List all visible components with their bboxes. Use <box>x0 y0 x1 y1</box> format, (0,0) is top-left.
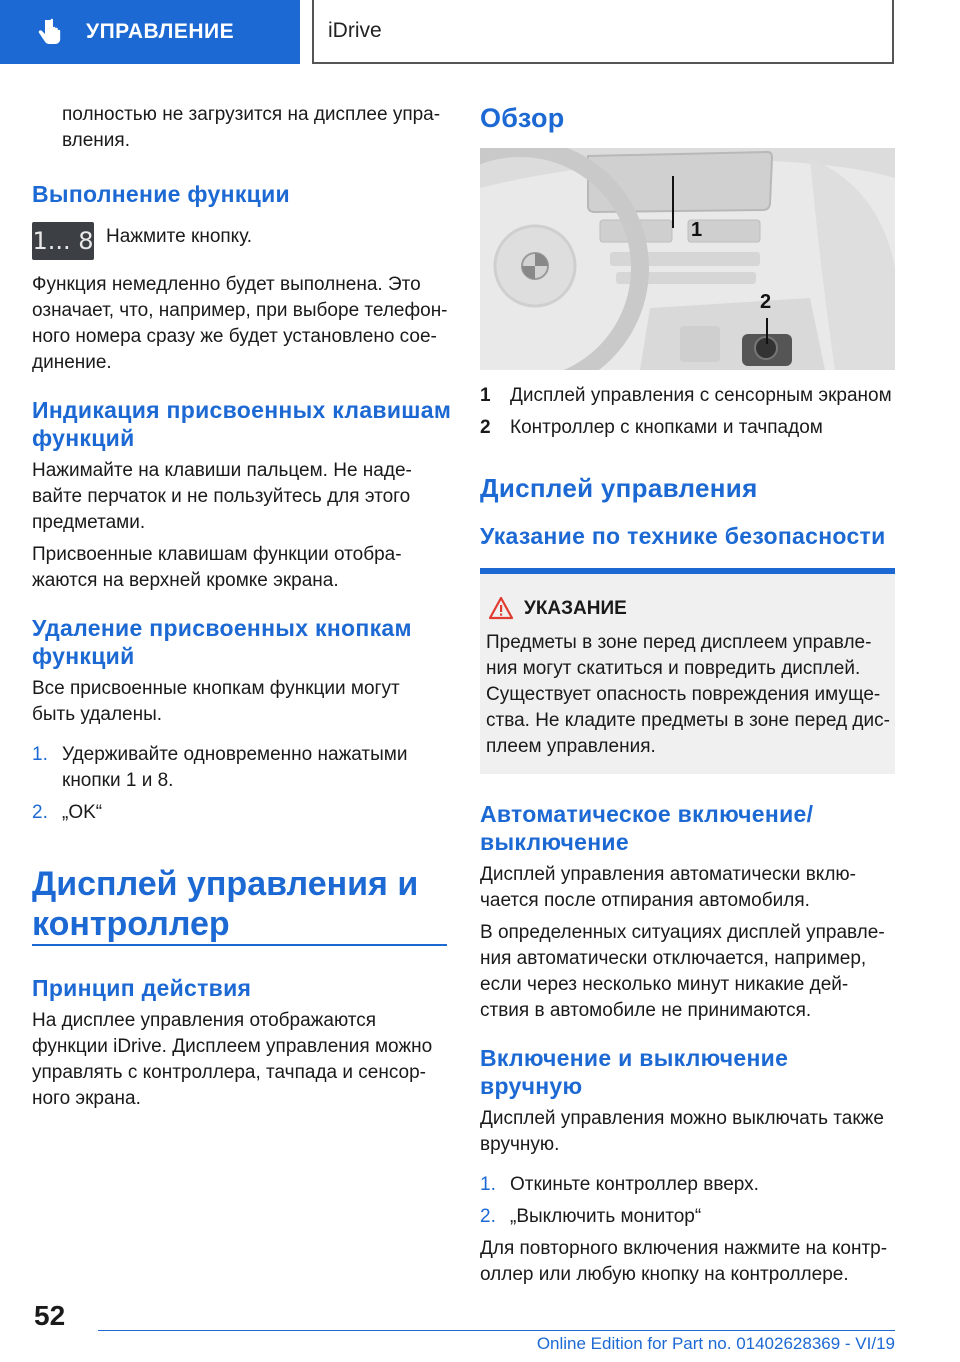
chapter-heading: Дисплей управления и контроллер <box>32 865 419 943</box>
auto-paragraph-2: В определенных ситуациях дисплей управле- ния автоматически отключается, например, если через несколько минут никакие дей- ствия в автомобиле не принимаются. <box>480 922 885 1021</box>
cockpit-illustration <box>480 148 895 370</box>
favorite-keys-icon: 1... 8 <box>32 222 94 260</box>
callout-2: 2 <box>760 291 772 313</box>
chapter-divider <box>32 944 447 946</box>
final-paragraph: Для повторного включения нажмите на контр- оллер или любую кнопку на контроллере. <box>480 1238 888 1285</box>
callout-1: 1 <box>691 219 703 241</box>
delete-paragraph: Все присвоенные кнопкам функции могут быть удалены. <box>32 678 400 725</box>
manual-paragraph: Дисплей управления можно выключать также вручную. <box>480 1108 884 1155</box>
list-item: 2. „OK“ <box>32 802 103 823</box>
press-button-text: Нажмите кнопку. <box>106 226 253 247</box>
heading-delete-keys: Удаление присвоенных кнопкам функций <box>32 615 412 669</box>
exec-paragraph: Функция немедленно будет выполнена. Это означает, что, например, при выборе телефон- ного номера сразу же будет установлено сое- динение. <box>32 274 448 373</box>
warning-triangle-icon <box>488 596 514 620</box>
principle-section: Принцип действия На дисплее управления отображаются функции iDrive. Дисплеем управления можно управлять с контроллера, тачпада и сенсор- ного экрана. <box>32 974 452 1118</box>
warning-box <box>480 568 895 774</box>
display-section: Дисплей управления Указание по технике безопасности <box>480 473 886 549</box>
heading-manual-on-off: Включение и выключение вручную <box>480 1045 789 1099</box>
heading-overview: Обзор <box>480 103 565 133</box>
left-body <box>32 272 452 832</box>
page-number: 52 <box>34 1300 66 1331</box>
hand-pointer-icon <box>34 16 66 48</box>
indic-paragraph-1: Нажимайте на клавиши пальцем. Не наде- вайте перчаток и не пользуйтесь для этого предметами. <box>32 460 412 533</box>
intro-paragraph: полностью не загрузится на дисплее упра- вления. <box>62 104 441 151</box>
section-tab <box>0 0 300 64</box>
legend-item: 2 Контроллер с кнопками и тачпадом <box>480 417 823 438</box>
chapter-title: iDrive <box>328 19 382 42</box>
list-item: 1. Удерживайте одновременно нажатыми кнопки 1 и 8. <box>32 744 408 791</box>
footer-divider <box>98 1330 895 1331</box>
footer-edition: Online Edition for Part no. 01402628369 - VI/19 <box>536 1334 895 1353</box>
heading-auto-on-off: Автоматическое включение/ выключение <box>480 801 814 855</box>
auto-paragraph-1: Дисплей управления автоматически вклю- чается после отпирания автомобиля. <box>480 864 857 911</box>
legend-item: 1 Дисплей управления с сенсорным экраном <box>480 385 892 406</box>
chapter-header <box>312 0 894 64</box>
heading-key-indication: Индикация присвоенных клавишам функций <box>32 397 452 451</box>
heading-execute-function: Выполнение функции <box>32 181 290 207</box>
section-title: УПРАВЛЕНИЕ <box>86 20 235 43</box>
figure-legend <box>480 383 900 447</box>
warning-text: Предметы в зоне перед дисплеем управле- ния могут скатиться и повредить дисплей. Существует опасность повреждения имуще- ства. Не кладите предметы в зоне перед дис- плеем управления. <box>486 632 890 757</box>
list-item: 1. Откиньте контроллер вверх. <box>480 1174 759 1195</box>
principle-paragraph: На дисплее управления отображаются функции iDrive. Дисплеем управления можно управлять с контроллера, тачпада и сенсор- ного экрана. <box>32 1010 433 1109</box>
indic-paragraph-2: Присвоенные клавишам функции отобра- жаются на верхней кромке экрана. <box>32 544 402 591</box>
right-body <box>480 800 900 1294</box>
warning-title: УКАЗАНИЕ <box>524 598 627 619</box>
list-item: 2. „Выключить монитор“ <box>480 1206 702 1227</box>
